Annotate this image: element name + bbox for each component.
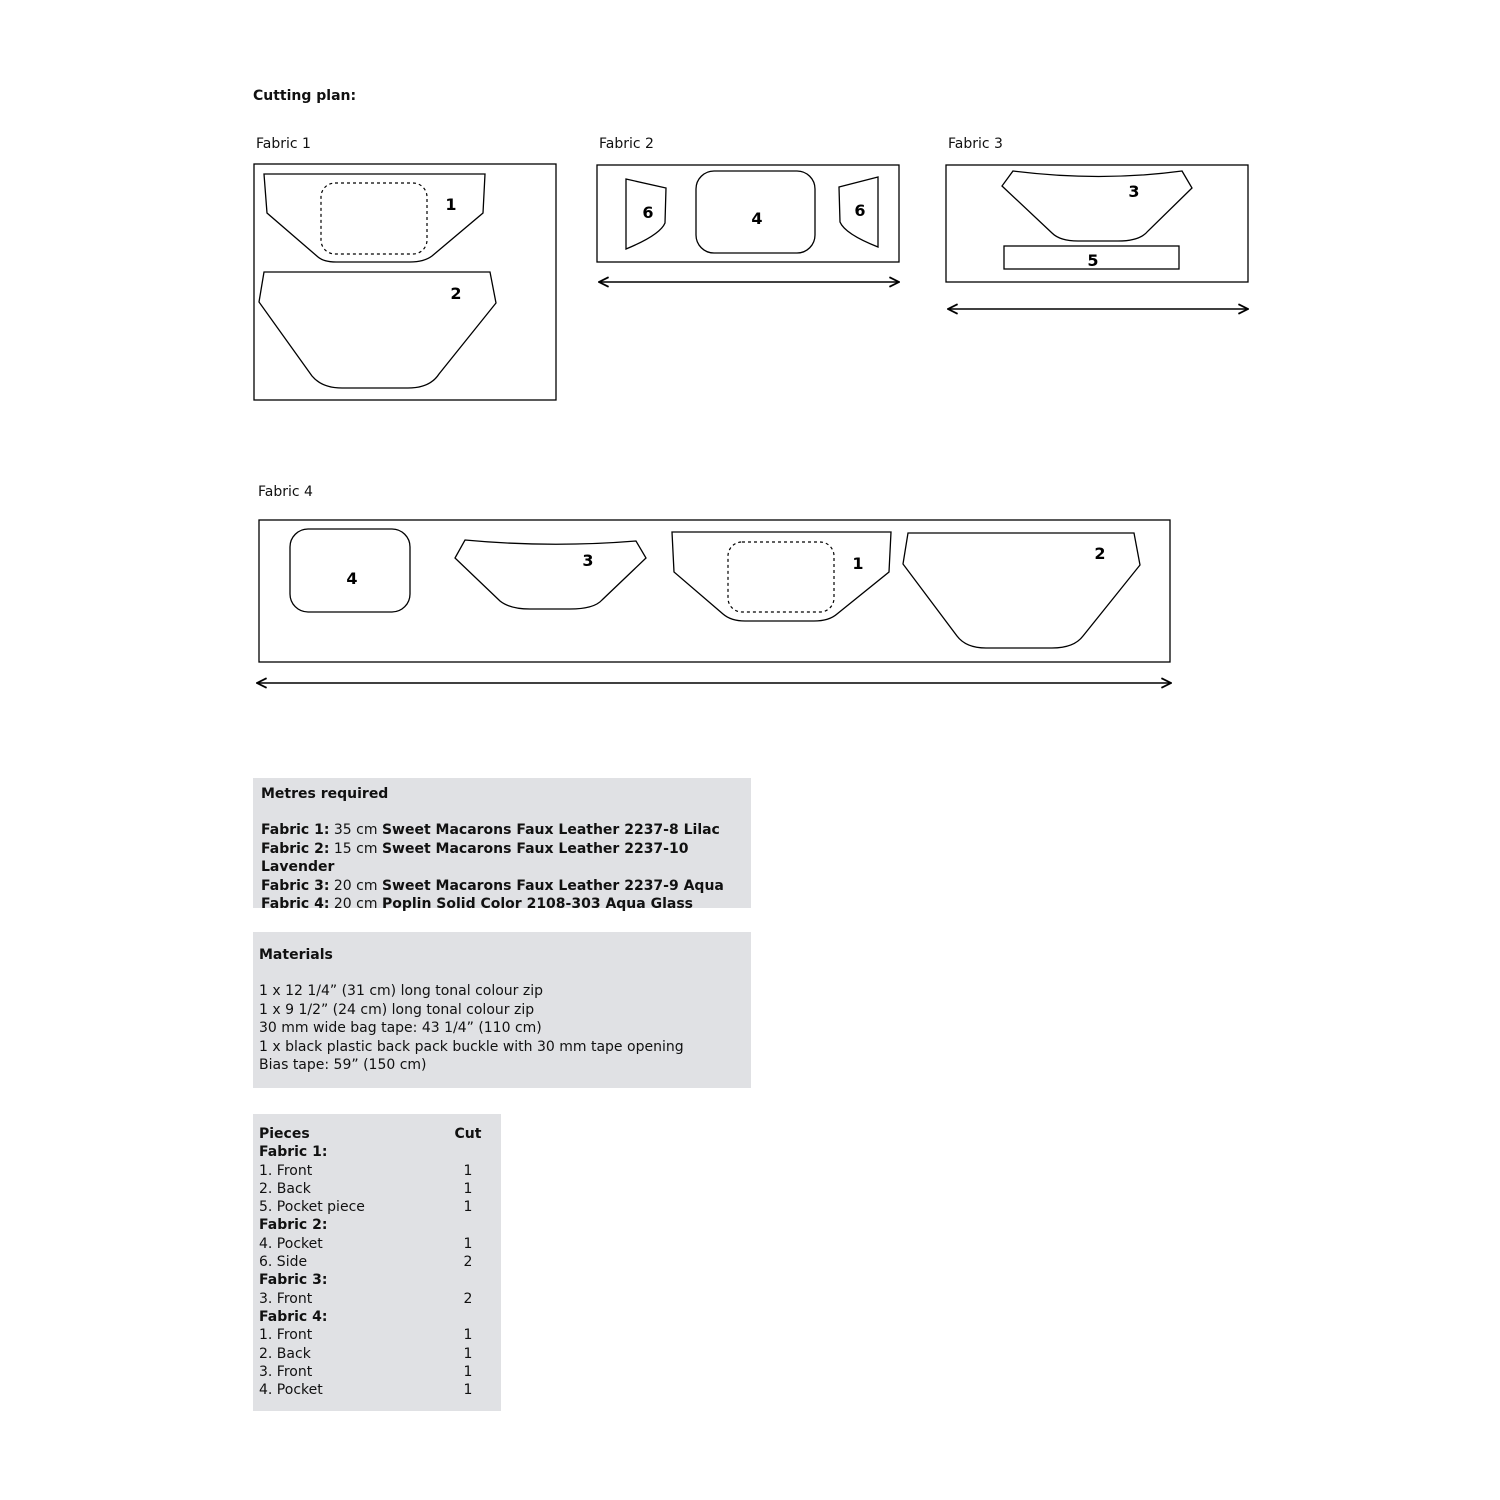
piece-cut-count: 2 xyxy=(463,1290,473,1307)
pieces-table xyxy=(253,1114,501,1411)
piece-number: 2 xyxy=(1094,544,1106,563)
cut-column-header: Cut xyxy=(454,1126,482,1142)
pieces-row xyxy=(259,1363,495,1381)
fabric-4-layout xyxy=(257,520,1171,683)
piece-number: 4 xyxy=(751,209,763,228)
metres-line: Fabric 3: 20 cm Sweet Macarons Faux Leather 2237-9 Aqua xyxy=(261,877,724,894)
piece-number: 6 xyxy=(642,203,654,222)
fabric-2-layout xyxy=(597,165,899,282)
pieces-row xyxy=(259,1180,495,1198)
piece-cut-count: 1 xyxy=(463,1327,473,1344)
fabric-3-label: Fabric 3 xyxy=(948,136,1003,152)
piece-cut-count: 1 xyxy=(463,1162,473,1179)
fabric-1-layout xyxy=(254,164,556,400)
pieces-fabric-header xyxy=(259,1143,495,1161)
piece-name: Fabric 2: xyxy=(259,1217,328,1234)
cutting-plan-diagram xyxy=(0,0,1500,740)
piece-name: Fabric 4: xyxy=(259,1308,328,1325)
materials-line: 30 mm wide bag tape: 43 1/4” (110 cm) xyxy=(259,1020,542,1037)
pieces-row xyxy=(259,1198,495,1216)
fabric-1-label: Fabric 1 xyxy=(256,136,311,152)
piece-cut-count: 2 xyxy=(463,1254,473,1271)
piece-cut-count xyxy=(453,1308,483,1326)
pieces-row xyxy=(259,1326,495,1344)
piece-name: Fabric 1: xyxy=(259,1144,328,1161)
piece-cut-count xyxy=(453,1216,483,1234)
piece-name: 1. Front xyxy=(259,1327,313,1344)
piece-name: 2. Back xyxy=(259,1180,311,1197)
materials-line: 1 x black plastic back pack buckle with 30 mm tape opening xyxy=(259,1038,684,1055)
piece-number: 3 xyxy=(582,551,594,570)
fabric-4-frame xyxy=(259,520,1170,662)
piece-3-front xyxy=(1002,171,1192,241)
pieces-fabric-header xyxy=(259,1216,495,1234)
piece-1-front xyxy=(672,532,891,621)
materials-heading: Materials xyxy=(259,947,333,963)
pieces-row xyxy=(259,1345,495,1363)
fabric-1-frame xyxy=(254,164,556,400)
pieces-header-row xyxy=(259,1125,495,1143)
piece-cut-count xyxy=(453,1143,483,1161)
metres-line: Fabric 1: 35 cm Sweet Macarons Faux Leather 2237-8 Lilac xyxy=(261,822,720,839)
piece-number: 1 xyxy=(445,195,457,214)
materials-line: 1 x 12 1/4” (31 cm) long tonal colour zip xyxy=(259,983,543,1000)
piece-number: 4 xyxy=(346,569,358,588)
piece-1-front xyxy=(264,174,485,262)
metres-heading: Metres required xyxy=(261,786,389,802)
metres-required-box xyxy=(253,778,751,913)
piece-name: 6. Side xyxy=(259,1254,308,1271)
piece-cut-count: 1 xyxy=(463,1382,473,1399)
piece-cut-count: 1 xyxy=(463,1199,473,1216)
piece-number: 6 xyxy=(854,201,866,220)
pieces-row xyxy=(259,1381,495,1399)
pieces-row xyxy=(259,1235,495,1253)
metres-line: Fabric 2: 15 cm Sweet Macarons Faux Leather 2237-10 Lavender xyxy=(261,840,689,876)
pieces-fabric-header xyxy=(259,1271,495,1289)
piece-cut-count: 1 xyxy=(463,1180,473,1197)
piece-3-front xyxy=(455,540,646,609)
fabric-3-layout xyxy=(946,165,1248,309)
piece-name: 4. Pocket xyxy=(259,1382,323,1399)
piece-number: 2 xyxy=(450,284,462,303)
fabric-2-label: Fabric 2 xyxy=(599,136,654,152)
piece-number: 1 xyxy=(852,554,864,573)
piece-name: 3. Front xyxy=(259,1363,313,1380)
piece-number: 3 xyxy=(1128,182,1140,201)
pocket-placement xyxy=(321,183,427,254)
metres-line: Fabric 4: 20 cm Poplin Solid Color 2108-303 Aqua Glass xyxy=(261,896,693,913)
piece-name: Fabric 3: xyxy=(259,1272,328,1289)
pieces-row xyxy=(259,1253,495,1271)
piece-name: 2. Back xyxy=(259,1345,311,1362)
piece-name: 1. Front xyxy=(259,1162,313,1179)
piece-cut-count: 1 xyxy=(463,1235,473,1252)
fabric-4-label: Fabric 4 xyxy=(258,484,313,500)
materials-box xyxy=(253,932,751,1088)
page-title: Cutting plan: xyxy=(253,88,357,104)
pieces-column-header: Pieces xyxy=(259,1126,310,1142)
piece-cut-count xyxy=(453,1271,483,1289)
pieces-row xyxy=(259,1162,495,1180)
pieces-fabric-header xyxy=(259,1308,495,1326)
piece-name: 3. Front xyxy=(259,1290,313,1307)
piece-cut-count: 1 xyxy=(463,1345,473,1362)
materials-line: Bias tape: 59” (150 cm) xyxy=(259,1057,427,1074)
pieces-row xyxy=(259,1290,495,1308)
materials-line: 1 x 9 1/2” (24 cm) long tonal colour zip xyxy=(259,1001,535,1018)
piece-number: 5 xyxy=(1087,251,1099,270)
piece-name: 4. Pocket xyxy=(259,1235,323,1252)
piece-cut-count: 1 xyxy=(463,1363,473,1380)
pocket-placement xyxy=(728,542,834,612)
piece-name: 5. Pocket piece xyxy=(259,1199,365,1216)
